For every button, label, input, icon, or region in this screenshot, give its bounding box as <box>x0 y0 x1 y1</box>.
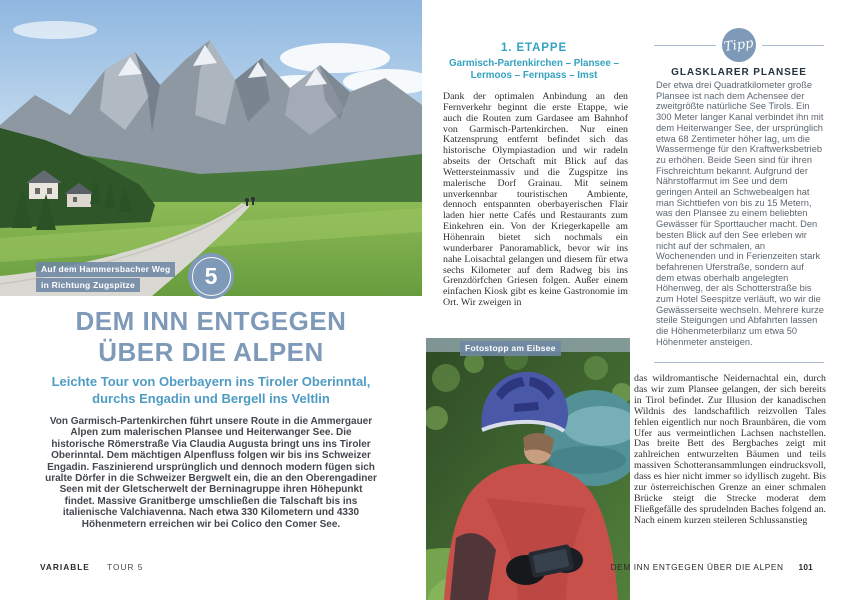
cyclist-illustration <box>426 338 630 600</box>
subtitle-line-2: durchs Engadin und Bergell ins Veltlin <box>92 390 330 406</box>
footer-chapter-title: DEM INN ENTGEGEN ÜBER DIE ALPEN <box>610 562 784 572</box>
photo-caption-hammersbacher <box>36 262 175 292</box>
stage-route-line-2: Lermoos – Fernpass – Imst <box>470 70 598 81</box>
title-line-1: DEM INN ENTGEGEN <box>75 306 347 336</box>
title-line-2: ÜBER DIE ALPEN <box>98 337 324 367</box>
tip-rule-bottom <box>654 362 824 363</box>
tip-box-header <box>654 27 824 63</box>
page-title <box>0 306 422 368</box>
photo-caption-eibsee <box>460 341 561 356</box>
tip-rule-right <box>762 45 824 46</box>
tip-badge <box>722 28 756 62</box>
continuation-paragraph: das wildromantische Neidernachtal ein, durch das wir zum Plansee gelangen, der sich bereits in Tirol befindet. Zur Illusion der kanadischen Wildnis des landschaftlich reizvollen Tales fehlen eigentlich nur noch Braunbären, die vom Ufer aus vermeintlichen Lachsen nachstellen. Das breite Bett des Bergbaches zeigt mit zahlreichen entwurzelten Bäumen und teils massiven Schotteransammlungen eindrucksvoll, dass es hier nicht immer so idyllisch zugeht. Bis zur österreichischen Grenze an einer schmalen Brücke steigt die Strecke moderat dem Fließgefälle des sprudelnden Baches folgend an. Nach einem kurzen steileren Schlussanstieg <box>634 373 826 526</box>
caption-line: in Richtung Zugspitze <box>36 278 140 293</box>
footer-left <box>40 562 143 572</box>
footer-page-number: 101 <box>798 562 813 572</box>
footer-tour-label: TOUR 5 <box>107 562 144 572</box>
caption-line: Auf dem Hammersbacher Weg <box>36 262 175 277</box>
tip-heading: GLASKLARER PLANSEE <box>671 67 807 78</box>
tour-subtitle <box>20 374 402 407</box>
tour-number: 5 <box>204 262 218 289</box>
tip-body-paragraph: Der etwa drei Quadratkilometer große Plansee ist nach dem Achensee der zweitgrößte natürliche See Tirols. Ein 300 Meter langer Kanal verbindet ihn mit dem Heiterwanger See, der ursprünglich etwa 68 Zentimeter höher lag, um die Wassermenge für den Kraftwerksbetrieb zu erhöhen. Beide Seen sind für ihren Fischreichtum bekannt. Aufgrund der Nährstoffarmut im See und dem geringen Anteil an Schwebealgen hat man Sichttiefen von bis zu 15 Metern, was den Plansee zu einem beliebten Gewässer für Sporttaucher macht. Den besten Blick auf den See erleben wir nicht auf der schmalen, an Wochenenden und in Ferienzeiten stark befahrenen Uferstraße, sondern auf dem etwas oberhalb angelegten Höhenweg, der als Schotterstraße bis zum Hotel Seespitze verläuft, wo wir die Gewässerseite wechseln. Mehrere kurze steile Steigungen und Abfahrten lassen die Höhenmeterbilanz um etwa 50 Höhenmeter ansteigen. <box>656 80 824 347</box>
subtitle-line-1: Leichte Tour von Oberbayern ins Tiroler Oberinntal, <box>51 374 371 389</box>
tip-rule-left <box>654 45 716 46</box>
alps-path-illustration <box>0 0 422 296</box>
stage-heading: 1. ETAPPE <box>500 42 568 54</box>
stage-route-line-1: Garmisch-Partenkirchen – Plansee – <box>449 58 619 69</box>
stage-body-paragraph: Dank der optimalen Anbindung an den Fernverkehr beginnt die erste Etappe, wie auch die Routen zum Gardasee am Bahnhof von Garmisch-Partenkirchen. Nur einen Katzensprung entfernt befindet sich das historische Olympiastadion und wir radeln abseits der Ortschaft mit Blick auf das Wettersteinmassiv und die Zugspitze ins malerische Dorf Grainau. Mit seinem unverkennbar touristischen Ambiente, dennoch entspannten oberbayerischen Flair laden hier nette Cafés und Restaurants zum Einkehren ein. Von der Kriegerkapelle am Höhenrain bietet sich nochmals ein wunderbarer Panoramablick, bevor wir ins nahe Loisachtal gelangen und diesem für etwa sechs Kilometer auf dem Radweg bis ins Grenzdörfchen Griesen folgen. Außer einem einfachen Kiosk gibt es keine Gastronomie im Ort. Wir zweigen in <box>443 91 628 309</box>
footer-right <box>611 562 813 572</box>
cyclist-eibsee-photo <box>426 338 630 600</box>
alps-path-photo <box>0 0 422 296</box>
caption-line: Fotostopp am Eibsee <box>460 341 561 356</box>
tour-number-badge <box>188 253 234 299</box>
stage-route <box>428 58 640 82</box>
tip-badge-label: Tipp <box>723 35 755 55</box>
tour-intro-paragraph: Von Garmisch-Partenkirchen führt unsere Route in die Ammergauer Alpen zum malerischen Plansee und Heiterwanger See. Die historische Römerstraße Via Claudia Augusta bringt uns ins Tiroler Oberinntal. Dem mächtigen Alpenfluss folgen wir bis ins Schweizer Engadin. Faszinierend ursprünglich und dennoch modern fügen sich uralte Dörfer in die Schweizer Bergwelt ein, die an den Oberengadiner Seen mit der Gletscherwelt der Berninagruppe ihren Höhepunkt findet. Massive Granitberge umschließen die Talschaft bis ins italienische Valchiavenna. Nach etwa 330 Kilometern und 4330 Höhenmetern erreichen wir bei Colico den Comer See. <box>45 416 377 530</box>
footer-series-label: VARIABLE <box>40 562 90 572</box>
